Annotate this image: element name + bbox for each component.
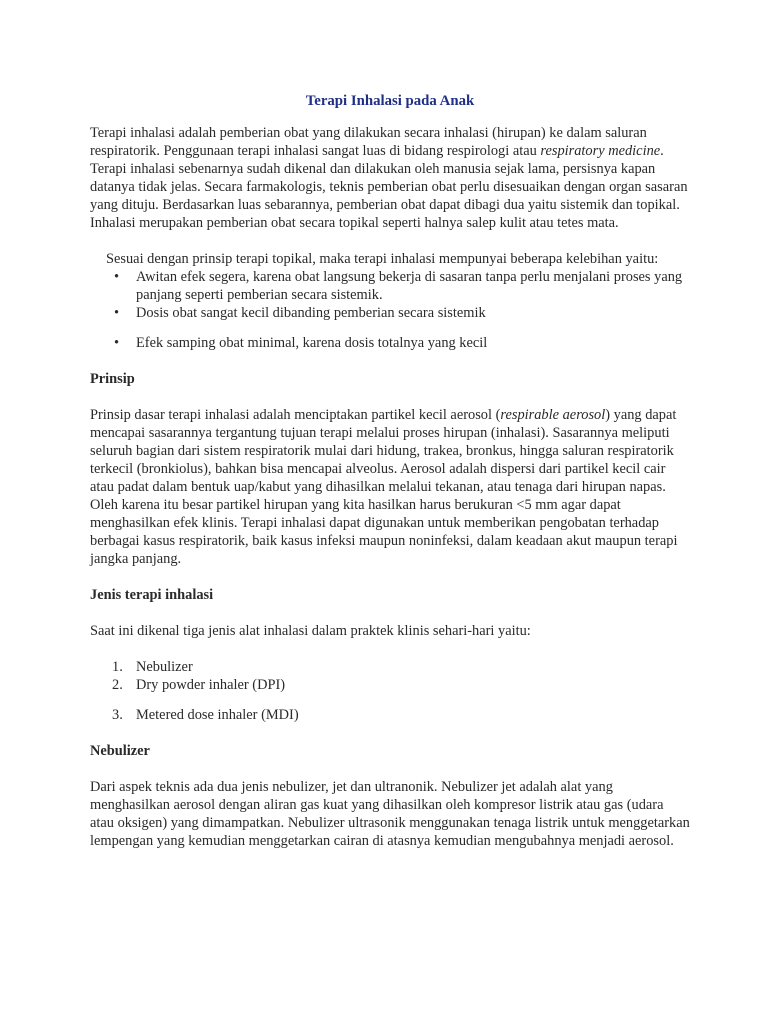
intro-text-part-1: Terapi inhalasi adalah pemberian obat yang dilakukan secara inhalasi (hirupan) ke dalam saluran respiratorik. Penggunaan terapi inhalasi sangat luas di bidang respirologi atau bbox=[90, 125, 647, 159]
prinsip-paragraph bbox=[90, 406, 690, 568]
bullet-icon: • bbox=[114, 335, 120, 351]
intro-emphasis: respiratory medicine bbox=[540, 143, 661, 159]
intro-text-part-2: . Terapi inhalasi sebenarnya sudah dikenal dan dilakukan oleh manusia sejak lama, persisnya kapan datanya tidak jelas. Secara farmakologis, teknis pemberian obat perlu disesuaikan dengan organ sasaran yang dituju. Berdasarkan luas sebarannya, pemberian obat dapat dibagi dua yaitu sistemik dan topikal. Inhalasi merupakan pemberian obat secara topikal seperti halnya salep kulit atau tetes mata. bbox=[90, 143, 688, 231]
section-heading-nebulizer: Nebulizer bbox=[90, 743, 150, 759]
list-item: • Dosis obat sangat kecil dibanding pemberian secara sistemik bbox=[114, 305, 486, 321]
list-item: • Awitan efek segera, karena obat langsung bekerja di sasaran tanpa perlu menjalani proses yang panjang seperti pemberian secara sistemik. bbox=[114, 269, 683, 303]
prinsip-text-part-2: ) yang dapat mencapai sasarannya tergantung tujuan terapi melalui proses hirupan (inhalasi). Sasarannya meliputi seluruh bagian dari sistem respiratorik mulai dari hidung, trakea, bronkus, hingga saluran respiratorik terkecil (bronkiolus), bahkan bisa mencapai alveolus. Aerosol adalah dispersi dari partikel kecil cair atau padat dalam bentuk uap/kabut yang dihasilkan melalui tekanan, atau tenaga dari hirupan napas. Oleh karena itu besar partikel hirupan yang kita hasilkan harus berukuran <5 mm agar dapat menghasilkan efek klinis. Terapi inhalasi dapat digunakan untuk memberikan pengobatan terhadap berbagai kasus respiratorik, baik kasus infeksi maupun noninfeksi, dalam keadaan akut maupun terapi jangka panjang. bbox=[90, 407, 678, 567]
bullet-icon: • bbox=[114, 305, 120, 321]
inhaler-types-list bbox=[90, 658, 690, 724]
bullet-icon: • bbox=[114, 269, 120, 285]
jenis-paragraph: Saat ini dikenal tiga jenis alat inhalasi dalam praktek klinis sehari-hari yaitu: bbox=[90, 623, 531, 639]
advantages-list bbox=[90, 268, 690, 352]
document-page bbox=[90, 92, 690, 850]
prinsip-emphasis: respirable aerosol bbox=[500, 407, 606, 423]
advantages-intro-paragraph: Sesuai dengan prinsip terapi topikal, maka terapi inhalasi mempunyai beberapa kelebihan yaitu: bbox=[106, 251, 659, 267]
prinsip-text-part-1: Prinsip dasar terapi inhalasi adalah menciptakan partikel kecil aerosol ( bbox=[90, 407, 501, 423]
nebulizer-paragraph: Dari aspek teknis ada dua jenis nebulizer, jet dan ultranonik. Nebulizer jet adalah alat yang menghasilkan aerosol dengan aliran gas kuat yang dihasilkan oleh kompresor listrik atau gas (udara atau oksigen) yang dimampatkan. Nebulizer ultrasonik menggunakan tenaga listrik untuk menggetarkan lempengan yang kemudian menggetarkan cairan di atasnya kemudian mengubahnya menjadi aerosol. bbox=[90, 779, 690, 849]
section-heading-prinsip: Prinsip bbox=[90, 371, 135, 387]
section-heading-jenis: Jenis terapi inhalasi bbox=[90, 587, 214, 603]
list-item: 2. Dry powder inhaler (DPI) bbox=[112, 677, 286, 693]
list-item: 1. Nebulizer bbox=[112, 659, 193, 675]
list-item: • Efek samping obat minimal, karena dosis totalnya yang kecil bbox=[114, 335, 488, 351]
intro-paragraph bbox=[90, 124, 690, 232]
list-item: 3. Metered dose inhaler (MDI) bbox=[112, 707, 299, 723]
document-title: Terapi Inhalasi pada Anak bbox=[305, 93, 475, 109]
